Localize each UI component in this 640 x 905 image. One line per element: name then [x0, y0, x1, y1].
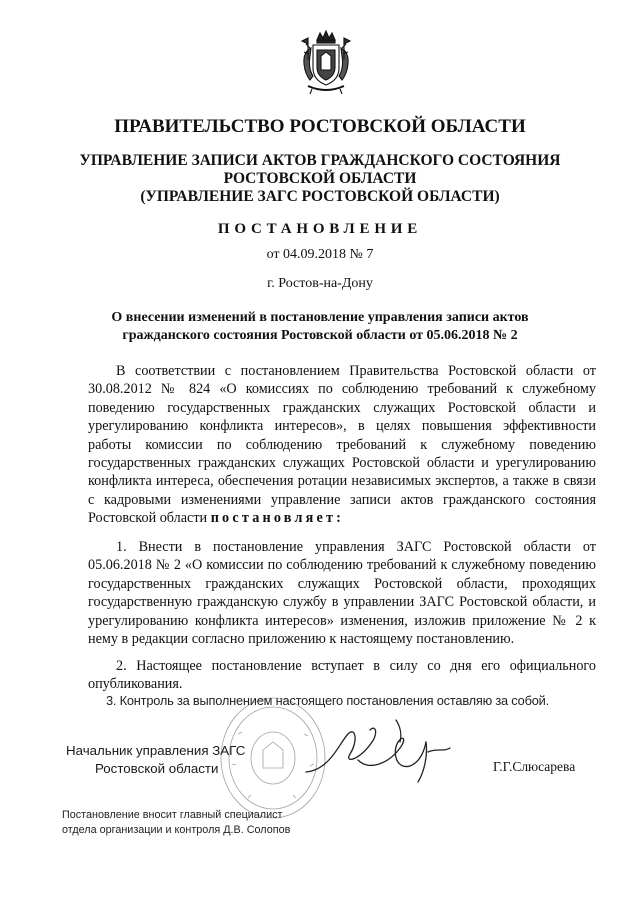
document-type: ПОСТАНОВЛЕНИЕ	[217, 221, 423, 237]
footer-line-2: отдела организации и контроля Д.В. Солопов	[62, 824, 291, 836]
subject-line-2: гражданского состояния Ростовской области от 05.06.2018 № 2	[122, 328, 518, 343]
footer-line-1: Постановление вносит главный специалист	[62, 809, 283, 821]
item-3-paragraph: 3. Контроль за выполнением настоящего постановления оставляю за собой.	[106, 693, 549, 708]
department-line-2: РОСТОВСКОЙ ОБЛАСТИ	[223, 170, 417, 187]
item-1-paragraph: 1. Внести в постановление управления ЗАГС Ростовской области от 05.06.2018 № 2 «О комиссии по соблюдению требований к служебному поведению государственных гражданских служащих Ростовской области, проходящих государственную гражданскую службу в управлении ЗАГС Ростовской области, и урегулированию конфликта интересов» изменения, изложив приложение № 2 к нему в редакции согласно приложению к настоящему постановлению.	[88, 539, 596, 648]
footer-note	[62, 808, 290, 838]
coat-of-arms-icon	[298, 30, 354, 96]
signatory-name: Г.Г.Слюсарева	[493, 759, 576, 774]
signatory-title-line-1: Начальник управления ЗАГС	[66, 743, 246, 758]
item-2-paragraph: 2. Настоящее постановление вступает в силу со дня его официального опубликования.	[88, 658, 596, 693]
intro-paragraph	[88, 362, 596, 528]
intro-text: В соответствии с постановлением Правительства Ростовской области от 30.08.2012 № 824 «О комиссиях по соблюдению требований к служебному поведению государственных гражданских служащих Ростовской области и урегулированию конфликта интересов», в целях повышения эффективности работы комиссии по соблюдению требований к служебному поведению государственных гражданских служащих Ростовской области и урегулированию конфликта интереса, обеспечения ротации независимых экспертов, а также в связи с кадровыми изменениями управление записи актов гражданского состояния Ростовской области	[88, 363, 596, 527]
resolves-word: постановляет:	[210, 510, 345, 527]
signatory-title-line-2: Ростовской области	[95, 761, 219, 776]
signature-icon	[300, 712, 470, 792]
department-line-3: (УПРАВЛЕНИЕ ЗАГС РОСТОВСКОЙ ОБЛАСТИ)	[140, 188, 500, 205]
document-city: г. Ростов-на-Дону	[267, 276, 373, 291]
document-date-number: от 04.09.2018 № 7	[266, 247, 374, 262]
department-line-1: УПРАВЛЕНИЕ ЗАПИСИ АКТОВ ГРАЖДАНСКОГО СОСТОЯНИЯ	[79, 152, 561, 169]
department-name	[0, 152, 640, 206]
government-title: ПРАВИТЕЛЬСТВО РОСТОВСКОЙ ОБЛАСТИ	[114, 116, 526, 137]
document-subject	[0, 309, 640, 345]
subject-line-1: О внесении изменений в постановление управления записи актов	[111, 310, 529, 325]
